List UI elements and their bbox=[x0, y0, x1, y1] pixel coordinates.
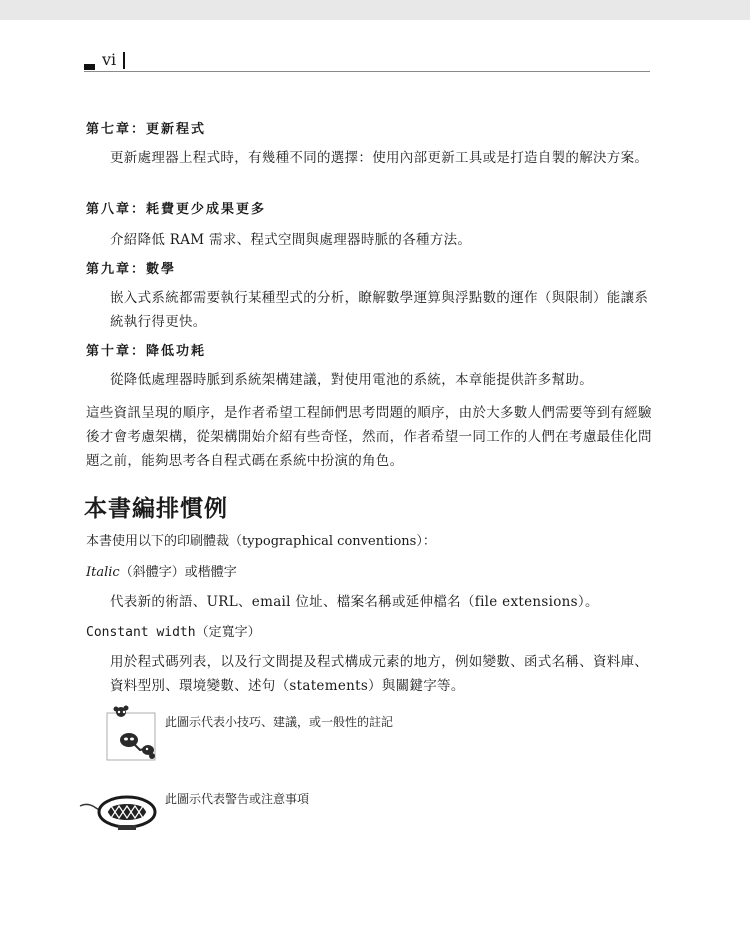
header-marker bbox=[84, 64, 95, 70]
page-header bbox=[84, 50, 650, 72]
tip-note-text: 此圖示代表小技巧、建議，或一般性的註記 bbox=[165, 715, 394, 729]
constant-width-term-label: Constant width bbox=[86, 625, 196, 640]
chapter-9-description: 嵌入式系統都需要執行某種型式的分析，瞭解數學運算與浮點數的運作（與限制）能讓系統執行得更快。 bbox=[110, 290, 649, 330]
chapter-10-title: 第十章：降低功耗 bbox=[86, 344, 207, 359]
convention-constant-width-term bbox=[86, 624, 261, 642]
convention-italic-term bbox=[86, 564, 237, 582]
italic-term-label: Italic bbox=[86, 565, 120, 580]
italic-term-suffix: （斜體字）或楷體字 bbox=[119, 565, 237, 580]
header-rule bbox=[84, 71, 650, 72]
section-title: 本書編排慣例 bbox=[84, 496, 228, 522]
constant-width-term-suffix: （定寬字） bbox=[195, 625, 261, 640]
header-divider bbox=[123, 52, 125, 69]
chapter-7-title: 第七章：更新程式 bbox=[86, 122, 207, 137]
conventions-intro: 本書使用以下的印刷體裁（typographical conventions）： bbox=[86, 534, 436, 549]
closing-paragraph: 這些資訊呈現的順序，是作者希望工程師們思考問題的順序，由於大多數人們需要等到有經驗後才會考慮架構，從架構開始介紹有些奇怪，然而，作者希望一同工作的人們在考慮最佳化問題之前，能夠思考各自程式碼在系統中扮演的角色。 bbox=[86, 405, 652, 469]
chapter-8-title: 第八章：耗費更少成果更多 bbox=[86, 202, 267, 217]
raccoon-tip-icon bbox=[104, 704, 162, 764]
chapter-9-title: 第九章：數學 bbox=[86, 262, 177, 277]
chapter-8-description: 介紹降低 RAM 需求、程式空間與處理器時脈的各種方法。 bbox=[110, 232, 472, 248]
bear-trap-warning-icon bbox=[78, 790, 160, 834]
viewer-top-band bbox=[0, 0, 750, 20]
chapter-10-description: 從降低處理器時脈到系統架構建議，對使用電池的系統，本章能提供許多幫助。 bbox=[110, 372, 593, 388]
warning-note-text: 此圖示代表警告或注意事項 bbox=[165, 792, 310, 806]
convention-italic-description: 代表新的術語、URL、email 位址、檔案名稱或延伸檔名（file extensions）。 bbox=[110, 594, 599, 610]
convention-constant-width-description: 用於程式碼列表，以及行文間提及程式構成元素的地方，例如變數、函式名稱、資料庫、資料型別、環境變數、述句（statements）與關鍵字等。 bbox=[110, 654, 649, 694]
chapter-7-description: 更新處理器上程式時，有幾種不同的選擇：使用內部更新工具或是打造自製的解決方案。 bbox=[110, 150, 649, 166]
page-number: vi bbox=[102, 50, 117, 69]
